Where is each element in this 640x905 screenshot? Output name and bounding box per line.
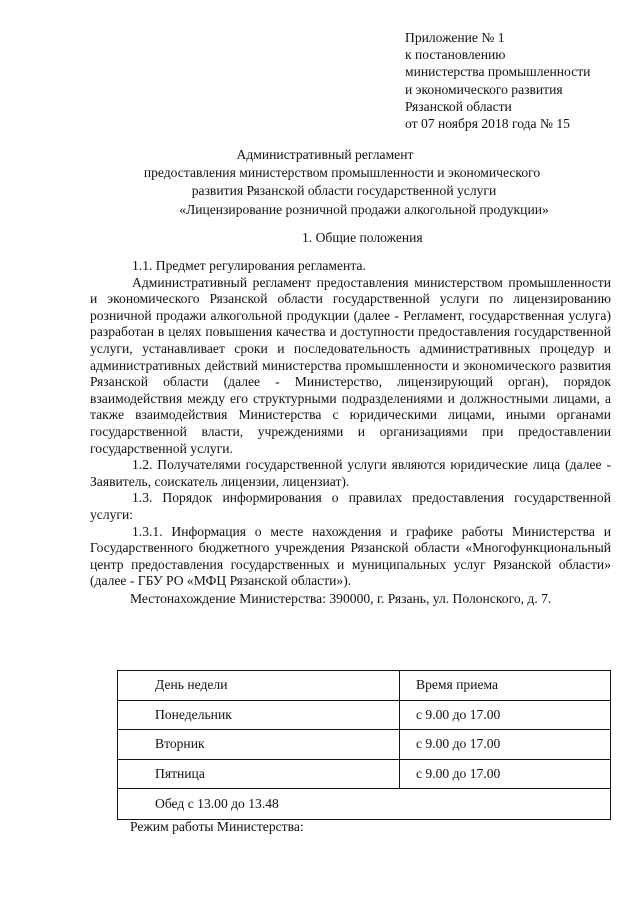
table-cell-time: с 9.00 до 17.00 bbox=[400, 730, 611, 760]
document-title bbox=[0, 146, 640, 219]
title-line: развития Рязанской области государственной услуги bbox=[191, 183, 497, 199]
title-line: предоставления министерством промышленности и экономического bbox=[143, 165, 541, 181]
appendix-line: к постановлению bbox=[405, 47, 506, 63]
table-cell-lunch: Обед с 13.00 до 13.48 bbox=[118, 789, 611, 820]
table-cell-time: с 9.00 до 17.00 bbox=[400, 700, 611, 730]
table-row bbox=[118, 700, 611, 730]
paragraph-1-3-1: 1.3.1. Информация о месте нахождения и графике работы Министерства и Государственного бюджетного учреждения Рязанской области «Многофункциональный центр предоставления государственных и муниципальных услуг Рязанской области» (далее - ГБУ РО «МФЦ Рязанской области»). bbox=[90, 523, 611, 589]
appendix-line: министерства промышленности bbox=[405, 64, 591, 80]
appendix-line: от 07 ноября 2018 года № 15 bbox=[405, 116, 570, 132]
paragraph-1-2: 1.2. Получателями государственной услуги являются юридические лица (далее - Заявитель, соискатель лицензии, лицензиат). bbox=[90, 457, 611, 489]
table-cell-time: с 9.00 до 17.00 bbox=[400, 759, 611, 789]
table-cell-day: Вторник bbox=[118, 730, 400, 760]
table-header-row bbox=[118, 671, 611, 701]
paragraph-location: Местонахождение Министерства: 390000, г. Рязань, ул. Полонского, д. 7. bbox=[130, 590, 552, 606]
table-row-lunch bbox=[118, 789, 611, 820]
schedule-table bbox=[117, 670, 611, 820]
table-cell-day: Пятница bbox=[118, 759, 400, 789]
appendix-line: и экономического развития bbox=[405, 81, 563, 97]
paragraph-regulation-subject: Административный регламент предоставления министерством промышленности и экономического Рязанской области государственной услуги по лицензированию розничной продажи алкогольной продукции (далее - Регламент, государственная услуга) разработан в целях повышения качества и доступности предоставления государственной услуги, устанавливает сроки и последовательность административных процедур и административных действий министерства промышленности и экономического развития Рязанской области (далее - Министерство, лицензирующий орган), порядок взаимодействия между его структурными подразделениями и должностными лицами, а также взаимодействия Министерства с юридическими лицами, иными органами государственной власти, учреждениями и организациями при предоставлении государственной услуги. bbox=[90, 274, 611, 456]
table-row bbox=[118, 759, 611, 789]
work-mode-heading: Режим работы Министерства: bbox=[130, 819, 304, 834]
document-body bbox=[90, 258, 611, 607]
column-header-time: Время приема bbox=[400, 671, 611, 701]
table-cell-day: Понедельник bbox=[118, 700, 400, 730]
appendix-line: Рязанской области bbox=[405, 98, 512, 114]
title-line: Административный регламент bbox=[236, 147, 414, 162]
section-heading: 1. Общие положения bbox=[302, 230, 423, 245]
paragraph-1-1: 1.1. Предмет регулирования регламента. bbox=[132, 258, 366, 273]
title-line: «Лицензирование розничной продажи алкогольной продукции» bbox=[179, 201, 549, 217]
column-header-day: День недели bbox=[118, 671, 400, 701]
appendix-line: Приложение № 1 bbox=[405, 30, 505, 45]
table-row bbox=[118, 730, 611, 760]
appendix-header bbox=[405, 29, 635, 132]
paragraph-1-3: 1.3. Порядок информирования о правилах предоставления государственной услуги: bbox=[90, 490, 611, 522]
